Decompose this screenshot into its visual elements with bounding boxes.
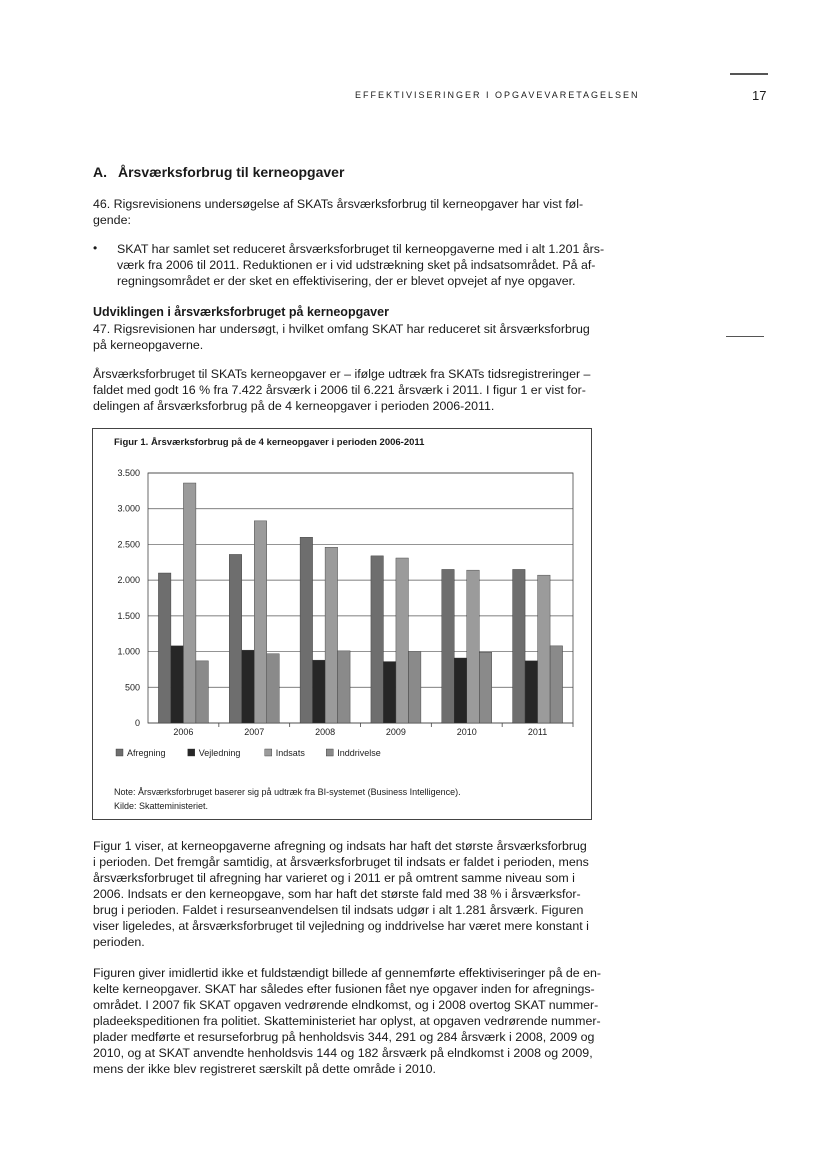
bar-afregning — [513, 569, 526, 723]
y-tick-label: 3.000 — [117, 503, 140, 514]
text-line: årsværksforbruget til afregning har varieret og i 2011 er på omtrent samme niveau som i — [93, 871, 575, 885]
bar-vejledning — [383, 662, 396, 723]
paragraph-final — [93, 965, 601, 1077]
paragraph-46 — [93, 196, 583, 228]
bar-vejledning — [525, 661, 538, 723]
bar-afregning — [442, 569, 455, 723]
x-tick-label: 2007 — [244, 727, 265, 737]
bar-indsats — [467, 570, 480, 723]
text-line: på kerneopgaverne. — [93, 338, 204, 352]
bar-inddrivelse — [338, 651, 351, 723]
running-header: EFFEKTIVISERINGER I OPGAVEVARETAGELSEN — [355, 90, 640, 100]
text-line: gende: — [93, 213, 131, 227]
text-line: Figuren giver imidlertid ikke et fuldstændigt billede af gennemførte effektiviseringer på de en- — [93, 966, 602, 980]
bar-indsats — [183, 483, 196, 723]
figure-note: Note: Årsværksforbruget baserer sig på udtræk fra BI-systemet (Business Intelligence). — [114, 787, 461, 797]
bar-inddrivelse — [196, 661, 209, 723]
text-line: i perioden. Det fremgår samtidig, at årsværksforbruget til indsats er faldet i perioden, mens — [93, 855, 589, 869]
legend-label-vejledning: Vejledning — [198, 748, 241, 758]
legend-swatch-vejledning — [188, 749, 195, 756]
text-line: SKAT har samlet set reduceret årsværksforbruget til kerneopgaverne med i alt 1.201 års- — [117, 242, 605, 256]
margin-rule-mark — [726, 336, 764, 337]
text-line: mens der ikke blev registreret særskilt på dette område i 2010. — [93, 1062, 436, 1076]
bar-inddrivelse — [479, 652, 492, 723]
bar-indsats — [254, 521, 267, 723]
bar-indsats — [325, 547, 338, 723]
bar-indsats — [396, 558, 409, 723]
y-tick-label: 2.500 — [117, 539, 140, 550]
bar-indsats — [538, 575, 551, 723]
text-line: brug i perioden. Faldet i resurseanvendelsen til indsats udgør i alt 1.281 årsværk. Figuren — [93, 903, 584, 917]
plot-frame — [148, 473, 573, 723]
bullet-dot: • — [93, 241, 98, 255]
x-tick-label: 2009 — [385, 727, 406, 737]
text-line: 47. Rigsrevisionen har undersøgt, i hvilket omfang SKAT har reduceret sit årsværksforbrug — [93, 322, 590, 336]
text-line: viser ligeledes, at årsværksforbruget til vejledning og inddrivelse har været mere konstant i — [93, 919, 589, 933]
legend-label-afregning: Afregning — [127, 748, 166, 758]
text-line: pladeekspeditionen fra politiet. Skatteministeriet har oplyst, at opgaven vedrørende nummer- — [93, 1014, 601, 1028]
x-tick-label: 2008 — [315, 727, 336, 737]
bar-inddrivelse — [267, 654, 280, 723]
legend-swatch-inddrivelse — [326, 749, 333, 756]
x-tick-label: 2010 — [456, 727, 477, 737]
bar-vejledning — [242, 650, 255, 723]
bar-vejledning — [454, 658, 467, 723]
figure-title: Figur 1. Årsværksforbrug på de 4 kerneopgaver i perioden 2006-2011 — [114, 437, 425, 448]
section-heading — [93, 164, 344, 180]
text-line: delingen af årsværksforbrug på de 4 kerneopgaver i perioden 2006-2011. — [93, 399, 495, 413]
subheading: Udviklingen i årsværksforbruget på kerneopgaver — [93, 305, 389, 319]
text-line: perioden. — [93, 935, 145, 949]
text-line: Figur 1 viser, at kerneopgaverne afregning og indsats har haft det største årsværksforbrug — [93, 839, 587, 853]
header-rule-mark — [730, 73, 768, 75]
bar-chart — [93, 451, 591, 801]
text-line: kelte kerneopgaver. SKAT har således efter fusionen fået nye opgaver inden for afregnings- — [93, 982, 595, 996]
paragraph-after-figure — [93, 838, 589, 950]
legend-label-inddrivelse: Inddrivelse — [337, 748, 381, 758]
legend-swatch-indsats — [265, 749, 272, 756]
y-tick-label: 500 — [124, 682, 140, 693]
bar-afregning — [229, 554, 242, 723]
legend-swatch-afregning — [116, 749, 123, 756]
y-tick-label: 2.000 — [117, 575, 140, 586]
text-line: 2006. Indsats er den kerneopgave, som har haft det største fald med 38 % i årsværksfor- — [93, 887, 581, 901]
bar-inddrivelse — [550, 646, 563, 723]
y-tick-label: 1.500 — [117, 610, 140, 621]
bullet-paragraph — [117, 241, 604, 289]
text-line: regningsområdet er der sket en effektivisering, der er blevet opvejet af nye opgaver. — [117, 274, 576, 288]
text-line: 2010, og at SKAT anvendte henholdsvis 144 og 182 årsværk på elndkomst i 2008 og 2009, — [93, 1046, 593, 1060]
text-line: plader medførte et resurseforbrug på henholdsvis 344, 291 og 284 årsværk i 2008, 2009 og — [93, 1030, 595, 1044]
bar-vejledning — [171, 646, 184, 723]
page-number: 17 — [752, 88, 767, 103]
paragraph-47b — [93, 366, 590, 414]
y-tick-label: 3.500 — [117, 468, 140, 478]
bar-vejledning — [313, 660, 326, 723]
legend-label-indsats: Indsats — [275, 748, 305, 758]
x-tick-label: 2011 — [527, 727, 548, 737]
figure-box — [92, 428, 592, 820]
x-tick-label: 2006 — [173, 727, 194, 737]
text-line: værk fra 2006 til 2011. Reduktionen er i vid udstrækning sket på indsatsområdet. På af- — [117, 258, 596, 272]
y-tick-label: 1.000 — [117, 646, 140, 657]
text-line: området. I 2007 fik SKAT opgaven vedrørende elndkomst, og i 2008 overtog SKAT nummer- — [93, 998, 599, 1012]
paragraph-47 — [93, 321, 590, 353]
text-line: faldet med godt 16 % fra 7.422 årsværk i 2006 til 6.221 årsværk i 2011. I figur 1 er vist for- — [93, 383, 586, 397]
bar-afregning — [158, 573, 171, 723]
figure-source: Kilde: Skatteministeriet. — [114, 801, 209, 811]
bar-inddrivelse — [408, 652, 421, 723]
bar-afregning — [371, 556, 384, 723]
text-line: 46. Rigsrevisionens undersøgelse af SKATs årsværksforbrug til kerneopgaver har vist føl- — [93, 197, 584, 211]
bar-afregning — [300, 537, 313, 723]
section-label: A. — [93, 164, 107, 180]
text-line: Årsværksforbruget til SKATs kerneopgaver er – ifølge udtræk fra SKATs tidsregistreringer – — [93, 367, 591, 381]
y-tick-label: 0 — [134, 718, 140, 728]
section-title: Årsværksforbrug til kerneopgaver — [118, 164, 345, 180]
